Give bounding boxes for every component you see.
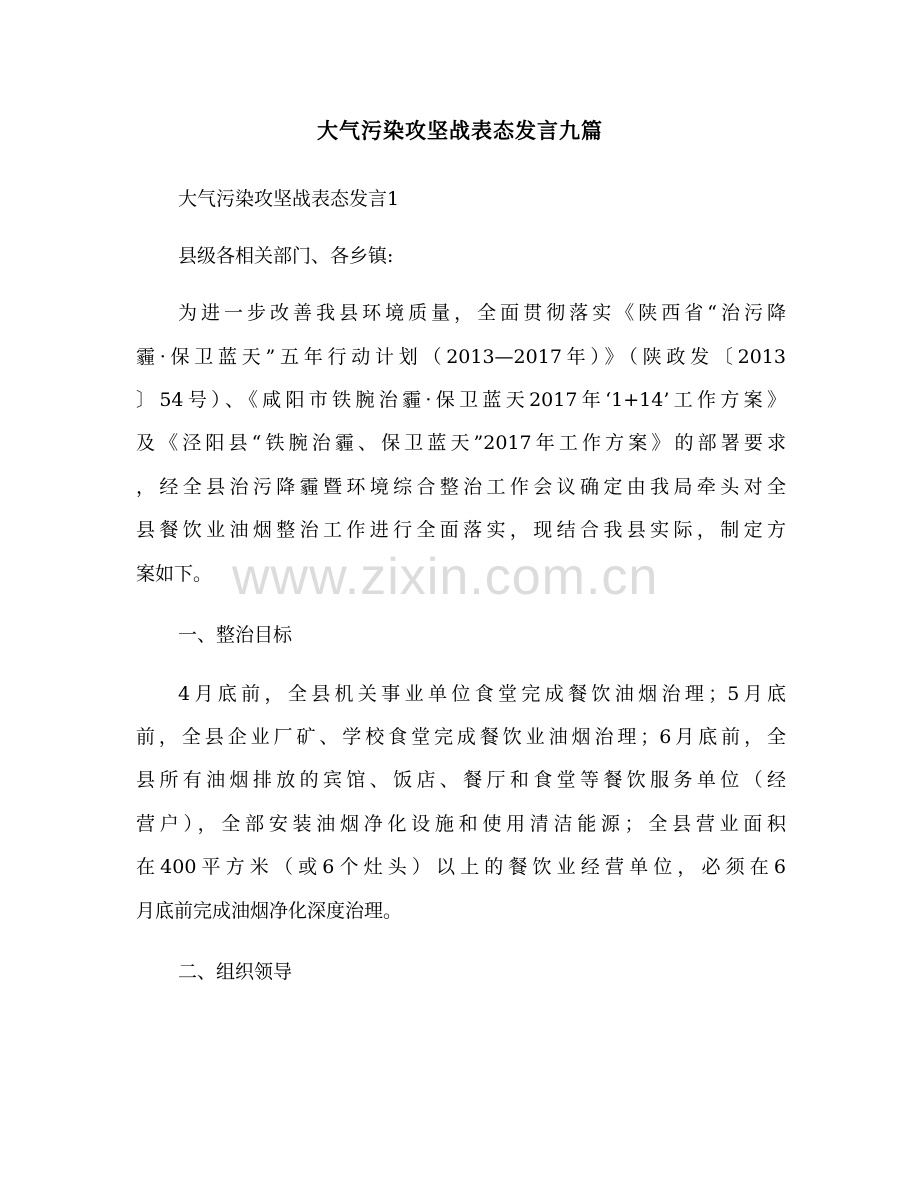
document-title: 大气污染攻坚战表态发言九篇 [317,119,603,143]
paragraph-line: 县餐饮业油烟整治工作进行全面落实，现结合我县实际，制定方 [136,519,786,541]
paragraph-line: 4月底前，全县机关事业单位食堂完成餐饮油烟治理；5月底 [178,683,786,705]
paragraph-line: 在400平方米（或6个灶头）以上的餐饮业经营单位，必须在6 [136,856,786,878]
paragraph-line: 为进一步改善我县环境质量，全面贯彻落实《陕西省“治污降 [178,302,786,324]
paragraph-line: 月底前完成油烟净化深度治理。 [136,900,403,922]
section-heading-goals: 一、整治目标 [178,624,293,646]
paragraph-line: 县所有油烟排放的宾馆、饭店、餐厅和食堂等餐饮服务单位（经 [136,769,786,791]
speech-subtitle: 大气污染攻坚战表态发言1 [178,188,400,210]
paragraph-line: 前，全县企业厂矿、学校食堂完成餐饮业油烟治理；6月底前，全 [136,726,786,748]
paragraph-line: 及《泾阳县“铁腕治霾、保卫蓝天”2017年工作方案》的部署要求 [136,432,786,454]
salutation: 县级各相关部门、各乡镇: [178,245,394,267]
paragraph-line: ，经全县治污降霾暨环境综合整治工作会议确定由我局牵头对全 [136,476,786,498]
section-heading-leadership: 二、组织领导 [178,961,293,983]
paragraph-line: 霾·保卫蓝天”五年行动计划（2013—2017年）》（陕政发〔2013 [136,346,786,368]
paragraph-line: 〕54号）、《咸阳市铁腕治霾·保卫蓝天2017年‘1+14’工作方案》 [136,389,786,411]
watermark: www.zixin.com.cn [232,548,659,606]
paragraph-line: 营户），全部安装油烟净化设施和使用清洁能源；全县营业面积 [136,813,786,835]
paragraph-line: 案如下。 [136,563,213,585]
